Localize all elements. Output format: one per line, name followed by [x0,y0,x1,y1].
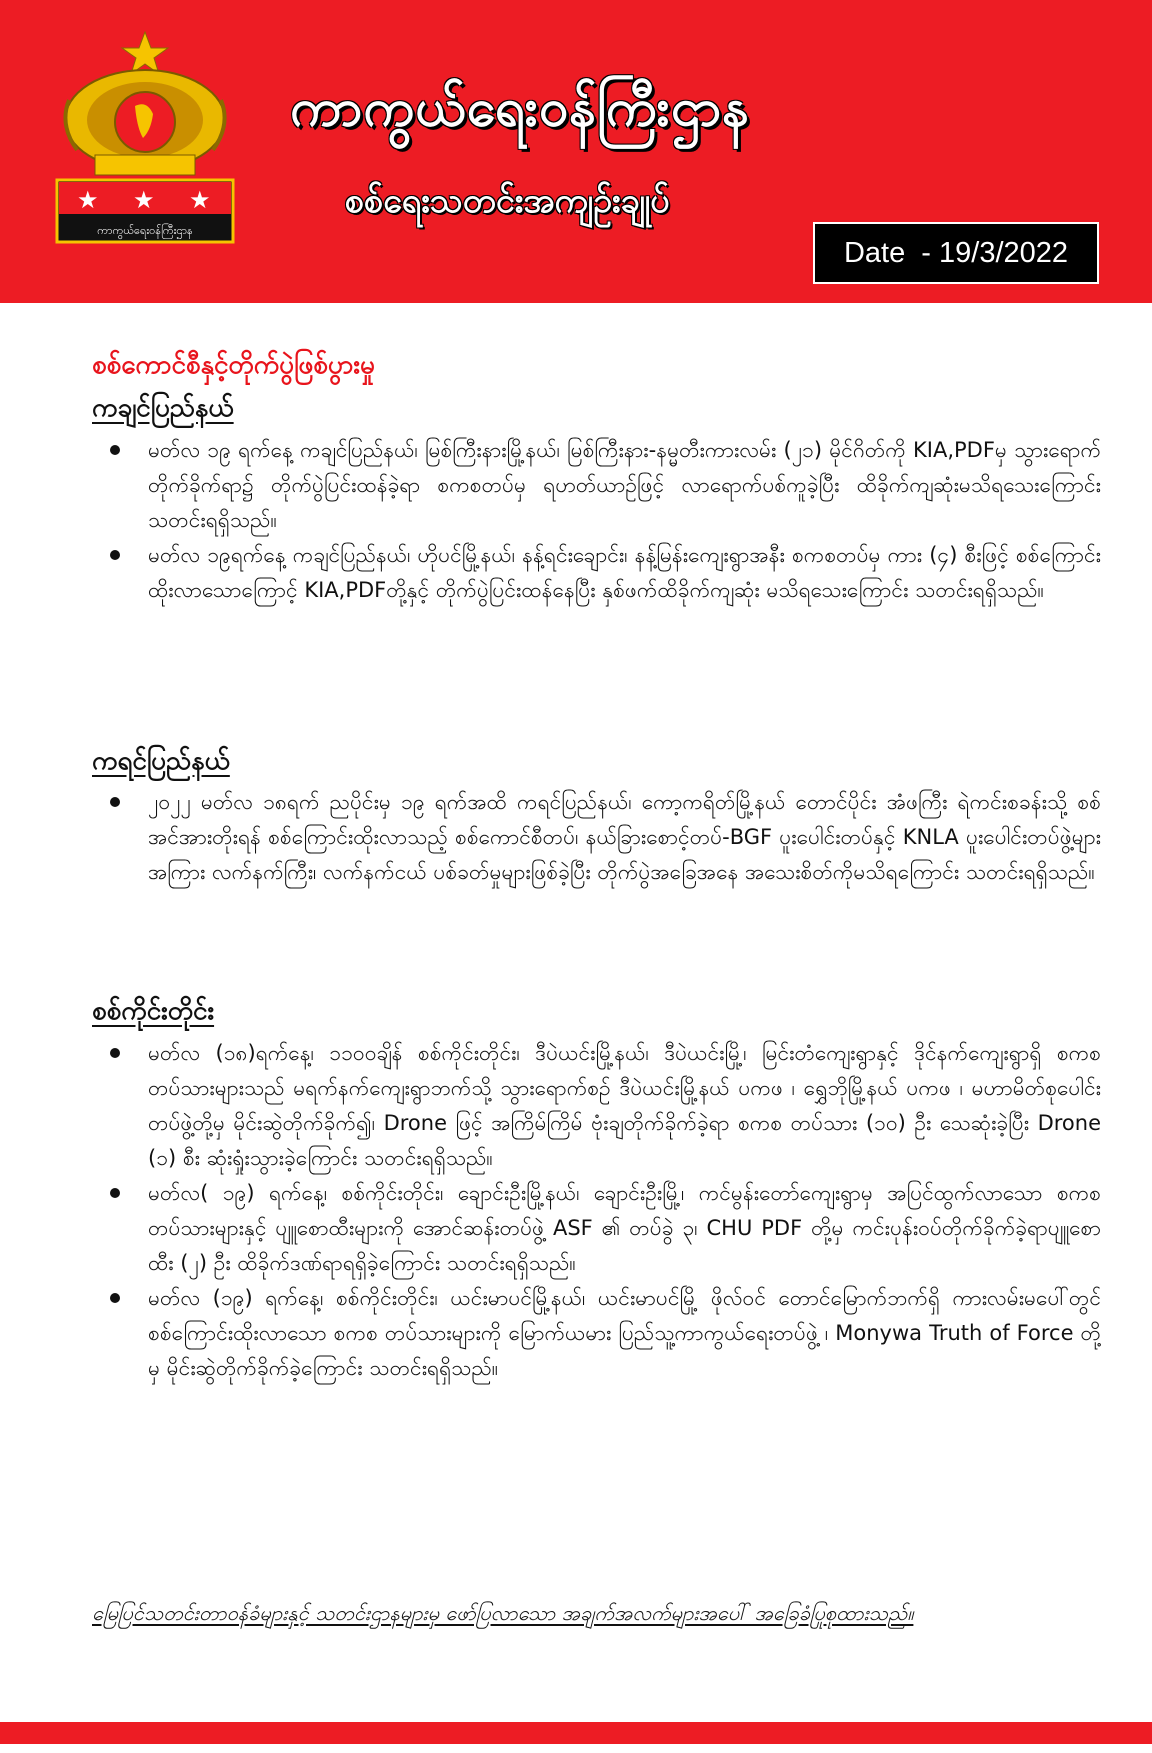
header-banner [0,0,1152,303]
footer-bar [0,1722,1152,1744]
ministry-emblem-icon [55,30,235,245]
svg-text:★: ★ [77,186,99,214]
list-item: မတ်လ (၁၈)ရက်နေ့၊ ၁၁၀၀ချိန် စစ်ကိုင်းတိုင်း၊ ဒီပဲယင်းမြို့နယ်၊ ဒီပဲယင်းမြို့၊ မြင်းတံကျေးရွာနှင့် ဒိုင်နက်ကျေးရွာရှိ စကစ တပ်သားများသည် မရက်နက်ကျေးရွာဘက်သို့ သွားရောက်စဉ် ဒီပဲယင်းမြို့နယ် ပကဖ ၊ ရွှေဘိုမြို့နယ် ပကဖ ၊ မဟာမိတ်စုပေါင်းတပ်ဖွဲ့တို့မှ မိုင်းဆွဲတိုက်ခိုက်၍၊ Drone ဖြင့် အကြိမ်ကြိမ် ဗုံးချတိုက်ခိုက်ခဲ့ရာ စကစ တပ်သား (၁၀) ဦး သေဆုံးခဲ့ပြီး Drone (၁) စီး ဆုံးရှုံးသွားခဲ့ကြောင်း သတင်းရရှိသည်။ [106,1036,1101,1176]
bullet-icon [110,1293,120,1303]
section-list-sagaing [106,1036,1101,1386]
bullet-icon [110,550,120,560]
section-list-kayin [106,785,1101,890]
emblem-caption: ကာကွယ်ရေးဝန်ကြီးဌာန [97,224,193,237]
bullet-icon [110,1188,120,1198]
list-item: မတ်လ (၁၉) ရက်နေ့၊ စစ်ကိုင်းတိုင်း၊ ယင်းမာပင်မြို့နယ်၊ ယင်းမာပင်မြို့ ဖိုလ်ဝင် တောင်မြောက်ဘက်ရှိ ကားလမ်းမပေါ်တွင် စစ်ကြောင်းထိုးလာသော စကစ တပ်သားများကို မြောက်ယမား ပြည်သူ့ကာကွယ်ရေးတပ်ဖွဲ့ ၊ Monywa Truth of Force တို့မှ မိုင်းဆွဲတိုက်ခိုက်ခဲ့ကြောင်း သတင်းရရှိသည်။ [106,1281,1101,1386]
date-badge: Date - 19/3/2022 [813,222,1099,284]
bullet-icon [110,1048,120,1058]
ministry-title: ကာကွယ်ရေးဝန်ကြီးဌာန [290,78,750,138]
main-heading: စစ်ကောင်စီနှင့်တိုက်ပွဲဖြစ်ပွားမှု [92,350,375,380]
bullet-icon [110,797,120,807]
list-item: မတ်လ ၁၉ရက်နေ့ ကချင်ပြည်နယ်၊ ဟိုပင်မြို့နယ်၊ နန့်ရင်းချောင်း၊ နန့်မြန်းကျေးရွာအနီး စကစတပ်မှ ကား (၄) စီးဖြင့် စစ်ကြောင်းထိုးလာသောကြောင့် KIA,PDFတို့နှင့် တိုက်ပွဲပြင်းထန်နေပြီး နှစ်ဖက်ထိခိုက်ကျဆုံး မသိရသေးကြောင်း သတင်းရရှိသည်။ [106,538,1101,608]
section-title-kayin: ကရင်ပြည်နယ် [92,746,230,776]
section-list-kachin [106,433,1101,608]
list-item: ၂၀၂၂ မတ်လ ၁၈ရက် ညပိုင်းမှ ၁၉ ရက်အထိ ကရင်ပြည်နယ်၊ ကော့ကရိတ်မြို့နယ် တောင်ပိုင်း အံဖကြီး ရဲကင်းစခန်းသို့ စစ်အင်အားတိုးရန် စစ်ကြောင်းထိုးလာသည့် စစ်ကောင်စီတပ်၊ နယ်ခြားစောင့်တပ်-BGF ပူးပေါင်းတပ်နှင့် KNLA ပူးပေါင်းတပ်ဖွဲ့များအကြား လက်နက်ကြီး၊ လက်နက်ငယ် ပစ်ခတ်မှုများဖြစ်ခဲ့ပြီး တိုက်ပွဲအခြေအနေ အသေးစိတ်ကိုမသိရကြောင်း သတင်းရရှိသည်။ [106,785,1101,890]
svg-text:★: ★ [133,186,155,214]
section-title-kachin: ကချင်ပြည်နယ် [92,393,234,423]
source-footnote: မြေပြင်သတင်းတာဝန်ခံများနှင့် သတင်းဌာနများမှ ဖော်ပြလာသော အချက်အလက်များအပေါ် အခြေခံပြုစုထားသည်။ [92,1601,914,1625]
bullet-icon [110,445,120,455]
section-title-sagaing: စစ်ကိုင်းတိုင်း [92,996,215,1026]
list-item: မတ်လ ၁၉ ရက်နေ့ ကချင်ပြည်နယ်၊ မြစ်ကြီးနားမြို့နယ်၊ မြစ်ကြီးနား-နမ္မတီးကားလမ်း (၂၁) မိုင်ဂိတ်ကို KIA,PDFမှ သွားရောက်တိုက်ခိုက်ရာ၌ တိုက်ပွဲပြင်းထန်ခဲ့ရာ စကစတပ်မှ ရဟတ်ယာဉ်ဖြင့် လာရောက်ပစ်ကူခဲ့ပြီး ထိခိုက်ကျဆုံးမသိရသေးကြောင်း သတင်းရရှိသည်။ [106,433,1101,538]
svg-text:★: ★ [189,186,211,214]
bulletin-title: စစ်ရေးသတင်းအကျဉ်းချုပ် [345,181,670,221]
list-item: မတ်လ( ၁၉) ရက်နေ့၊ စစ်ကိုင်းတိုင်း၊ ချောင်းဦးမြို့နယ်၊ ချောင်းဦးမြို့၊ ကင်မွန်းတော်ကျေးရွာမှ အပြင်ထွက်လာသော စကစတပ်သားများနှင့် ပျူစောထီးများကို အောင်ဆန်းတပ်ဖွဲ့ ASF ၏ တပ်ခွဲ ၃၊ CHU PDF တို့မှ ကင်းပုန်းဝပ်တိုက်ခိုက်ခဲ့ရာပျူစောထီး (၂) ဦး ထိခိုက်ဒဏ်ရာရရှိခဲ့ကြောင်း သတင်းရရှိသည်။ [106,1176,1101,1281]
